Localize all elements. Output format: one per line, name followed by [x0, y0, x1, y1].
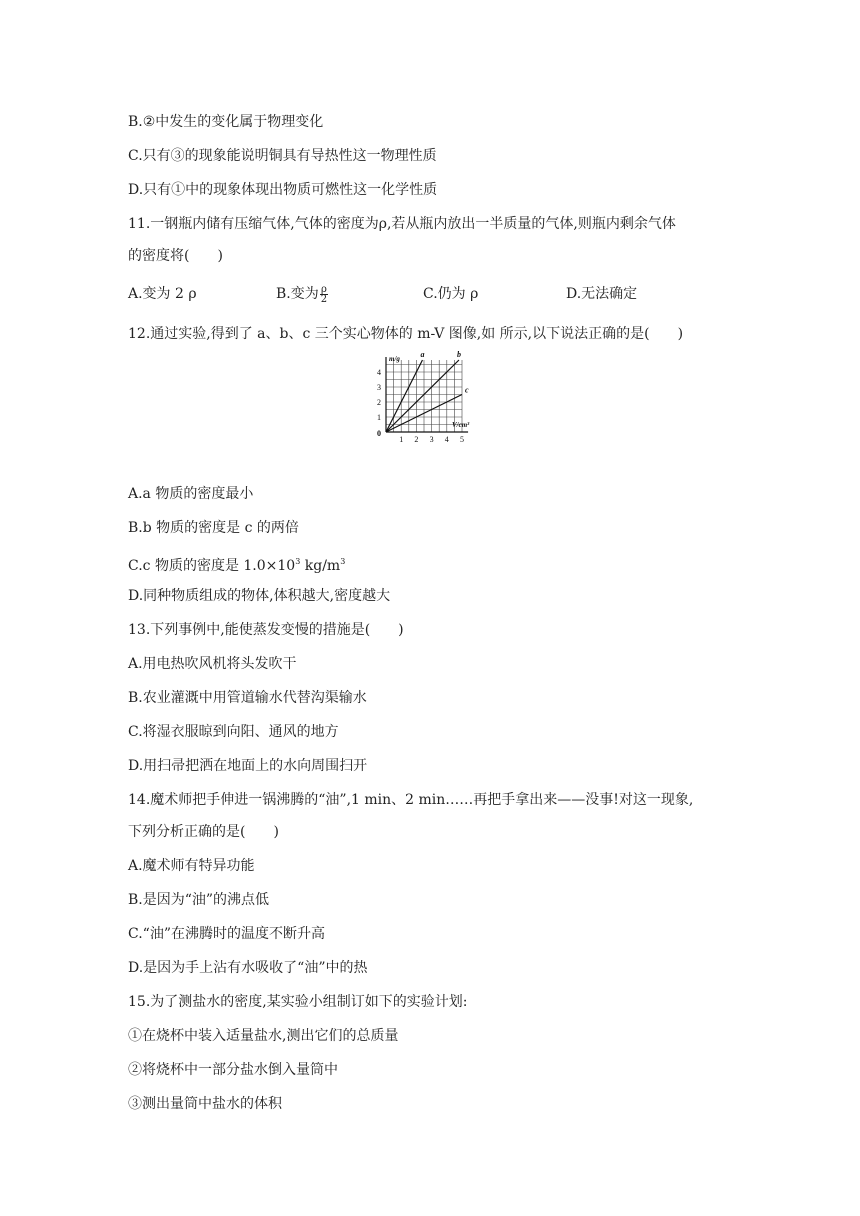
origin-label: 0 [377, 429, 381, 438]
q11-option-d: D.无法确定 [566, 286, 638, 302]
q10-option-b: B.②中发生的变化属于物理变化 [128, 114, 324, 130]
q14-option-a: A.魔术师有特异功能 [128, 858, 255, 874]
x-tick-label: 1 [399, 435, 404, 444]
q13-option-b: B.农业灌溉中用管道输水代替沟渠输水 [128, 690, 367, 706]
q11-stem-cont: 的密度将( ) [128, 248, 223, 264]
y-axis-label: m/g [389, 355, 400, 363]
fraction-denominator: 2 [320, 293, 328, 305]
q15-step-3: ③测出量筒中盐水的体积 [128, 1096, 282, 1112]
q14-option-c: C.“油”在沸腾时的温度不断升高 [128, 926, 325, 942]
y-tick-label: 4 [377, 368, 381, 377]
q10-option-c: C.只有③的现象能说明铜具有导热性这一物理性质 [128, 148, 437, 164]
q14-option-b: B.是因为“油”的沸点低 [128, 892, 270, 908]
q13-option-d: D.用扫帚把洒在地面上的水向周围扫开 [128, 758, 368, 774]
x-axis-label: V/cm³ [452, 420, 470, 429]
q11-options [128, 284, 728, 308]
q15-step-1: ①在烧杯中装入适量盐水,测出它们的总质量 [128, 1028, 399, 1044]
q13-stem: 13.下列事例中,能使蒸发变慢的措施是( ) [128, 622, 404, 638]
fraction-numerator: ρ [320, 283, 327, 295]
q14-option-d: D.是因为手上沾有水吸收了“油”中的热 [128, 960, 368, 976]
series-line-a [386, 360, 422, 432]
q10-option-d: D.只有①中的现象体现出物质可燃性这一化学性质 [128, 182, 438, 198]
q11-option-b-prefix: B.变为 [276, 286, 319, 302]
q12-option-c [128, 552, 345, 576]
exponent: 3 [295, 557, 301, 566]
q14-stem: 14.魔术师把手伸进一锅沸腾的“油”,1 min、2 min……再把手拿出来——没事!对这一现象, [128, 792, 694, 808]
q13-option-c: C.将湿衣服晾到向阳、通风的地方 [128, 724, 339, 740]
y-tick-label: 3 [377, 383, 381, 392]
q15-step-2: ②将烧杯中一部分盐水倒入量筒中 [128, 1062, 338, 1078]
mv-graph-svg [366, 350, 502, 446]
q13-option-a: A.用电热吹风机将头发吹干 [128, 656, 297, 672]
series-label-b: b [456, 350, 461, 359]
x-tick-label: 2 [414, 435, 419, 444]
unit-text: kg/m [300, 558, 341, 574]
series-label-a: a [420, 350, 425, 359]
y-tick-label: 2 [377, 398, 381, 407]
q12-stem: 12.通过实验,得到了 a、b、c 三个实心物体的 m-V 图像,如 所示,以下说法正确的是( ) [128, 326, 684, 342]
q12-option-b: B.b 物质的密度是 c 的两倍 [128, 520, 299, 536]
q14-stem-cont: 下列分析正确的是( ) [128, 824, 279, 840]
q11-option-a: A.变为 2 ρ [128, 286, 197, 302]
unit-exponent: 3 [340, 557, 346, 566]
x-tick-label: 5 [460, 435, 464, 444]
q12-option-a: A.a 物质的密度最小 [128, 486, 254, 502]
q12-option-d: D.同种物质组成的物体,体积越大,密度越大 [128, 588, 391, 604]
y-tick-label: 1 [377, 413, 381, 422]
q11-option-c: C.仍为 ρ [423, 286, 479, 302]
fraction [320, 285, 328, 304]
mv-graph [366, 350, 502, 446]
q15-stem: 15.为了测盐水的密度,某实验小组制订如下的实验计划: [128, 994, 468, 1010]
series-line-b [386, 360, 459, 432]
q11-stem: 11.一钢瓶内储有压缩气体,气体的密度为ρ,若从瓶内放出一半质量的气体,则瓶内剩余气体 [128, 216, 676, 232]
x-tick-label: 4 [444, 435, 449, 444]
q11-option-b [276, 284, 328, 304]
series-label-c: c [465, 385, 469, 395]
x-tick-label: 3 [429, 435, 434, 444]
q12-option-c-text: C.c 物质的密度是 1.0×10 [128, 558, 296, 574]
